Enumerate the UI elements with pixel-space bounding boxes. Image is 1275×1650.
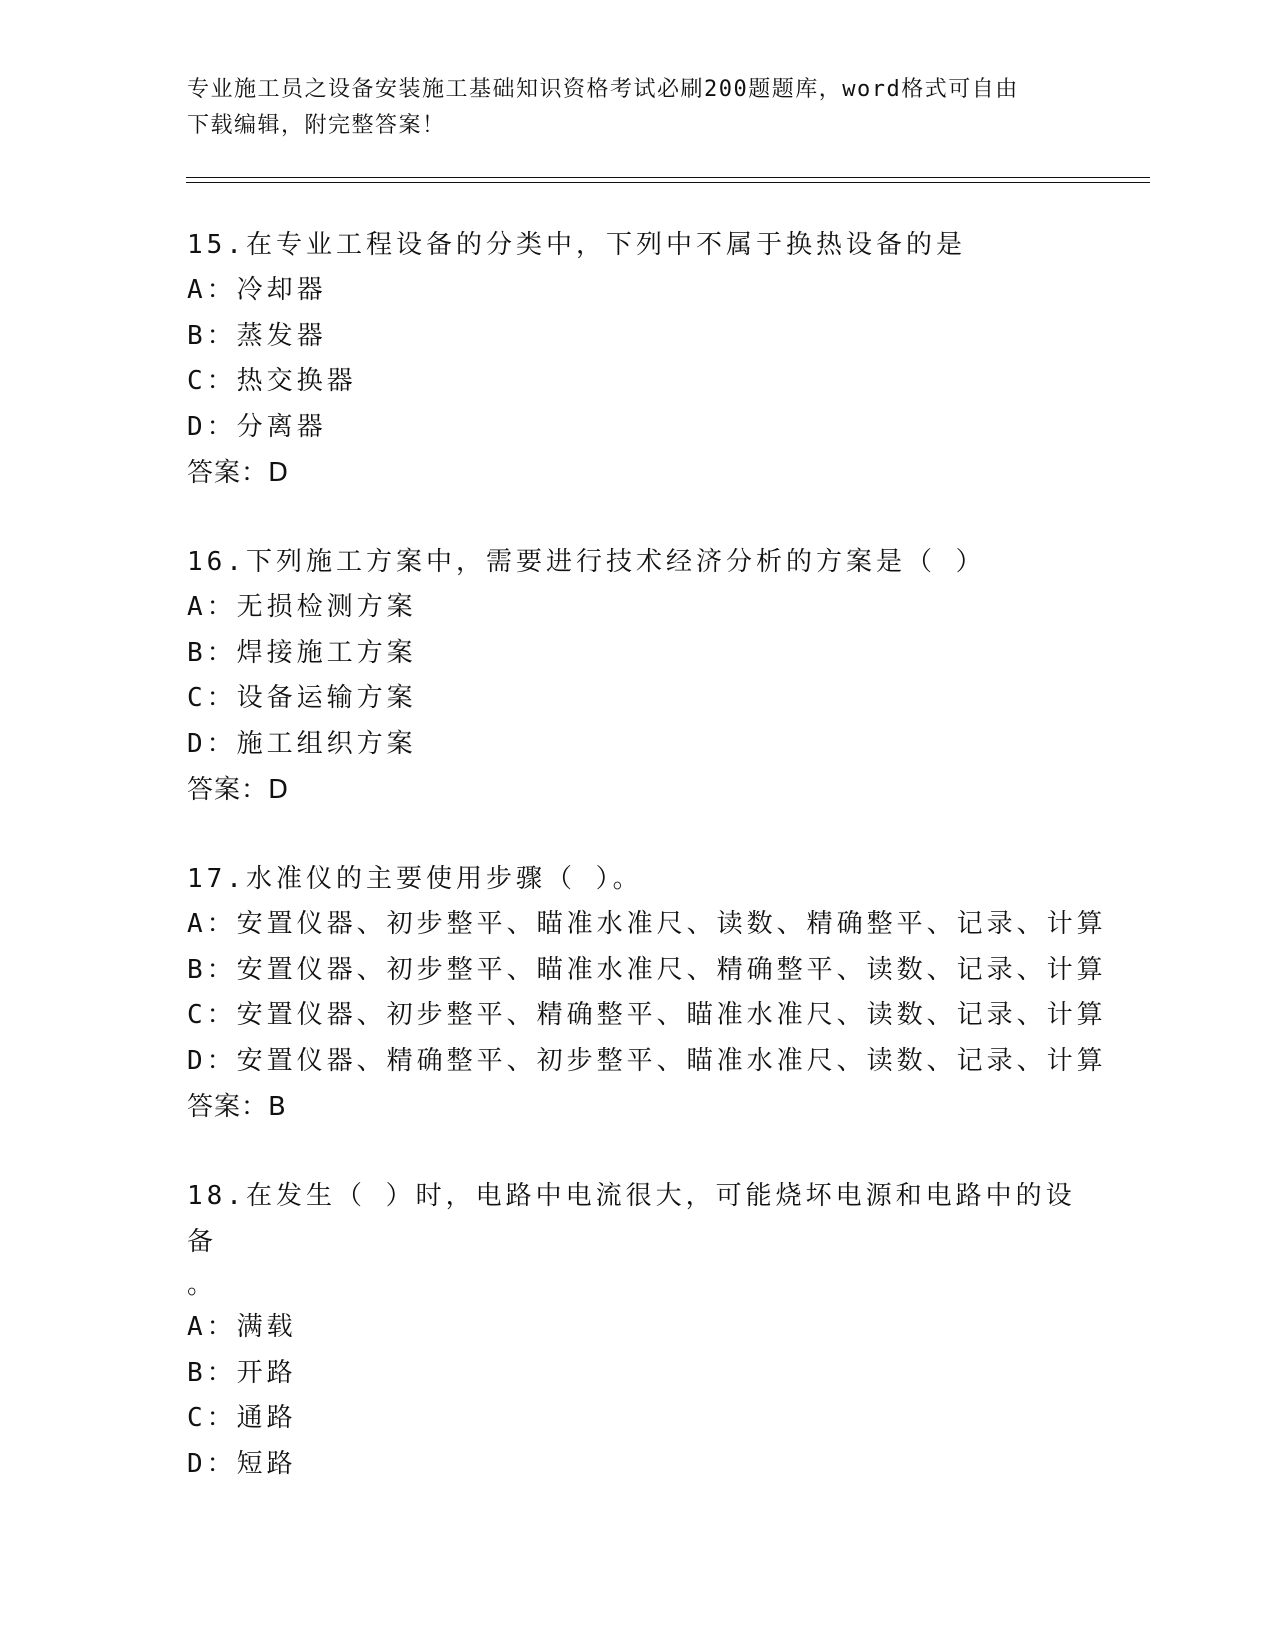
question-17 [187,856,1107,1130]
option-d: D：短路 [187,1448,297,1479]
option-a: A：无损检测方案 [187,592,417,622]
question-16 [187,539,1087,813]
option-d: D：安置仪器、精确整平、初步整平、瞄准水准尺、读数、记录、计算 [187,1045,1107,1076]
option-b: B：蒸发器 [187,320,327,351]
header-divider-top [186,177,1150,178]
header-divider-bottom [186,182,1150,183]
option-b: B：开路 [187,1357,297,1388]
answer-label: 答案：D [187,775,290,805]
option-b: B：焊接施工方案 [187,637,417,668]
intro-line-2: 下载编辑，附完整答案！ [187,113,446,138]
answer-label: 答案：D [187,458,290,488]
question-15 [187,222,1087,496]
question-18 [187,1173,1087,1487]
option-a: A：冷却器 [187,275,327,305]
question-stem: 15.在专业工程设备的分类中，下列中不属于换热设备的是 [187,230,966,260]
question-stem: 17.水准仪的主要使用步骤（ ）。 [187,864,643,894]
question-stem: 16.下列施工方案中，需要进行技术经济分析的方案是（ ） [187,547,986,577]
intro-line-1: 专业施工员之设备安装施工基础知识资格考试必刷200题题库，word格式可自由 [187,77,1019,102]
document-intro [187,72,1067,144]
option-c: C：热交换器 [187,366,357,396]
option-d: D：分离器 [187,411,327,442]
option-b: B：安置仪器、初步整平、瞄准水准尺、精确整平、读数、记录、计算 [187,954,1107,985]
question-stem: 18.在发生（ ）时，电路中电流很大，可能烧坏电源和电路中的设备 [187,1181,1076,1257]
option-c: C：设备运输方案 [187,683,417,713]
question-stem-continuation: 。 [187,1270,218,1300]
answer-label: 答案：B [187,1092,287,1122]
option-c: C：安置仪器、初步整平、精确整平、瞄准水准尺、读数、记录、计算 [187,1000,1107,1030]
option-c: C：通路 [187,1403,297,1433]
option-a: A：安置仪器、初步整平、瞄准水准尺、读数、精确整平、记录、计算 [187,909,1107,939]
option-d: D：施工组织方案 [187,728,417,759]
option-a: A：满载 [187,1312,297,1342]
